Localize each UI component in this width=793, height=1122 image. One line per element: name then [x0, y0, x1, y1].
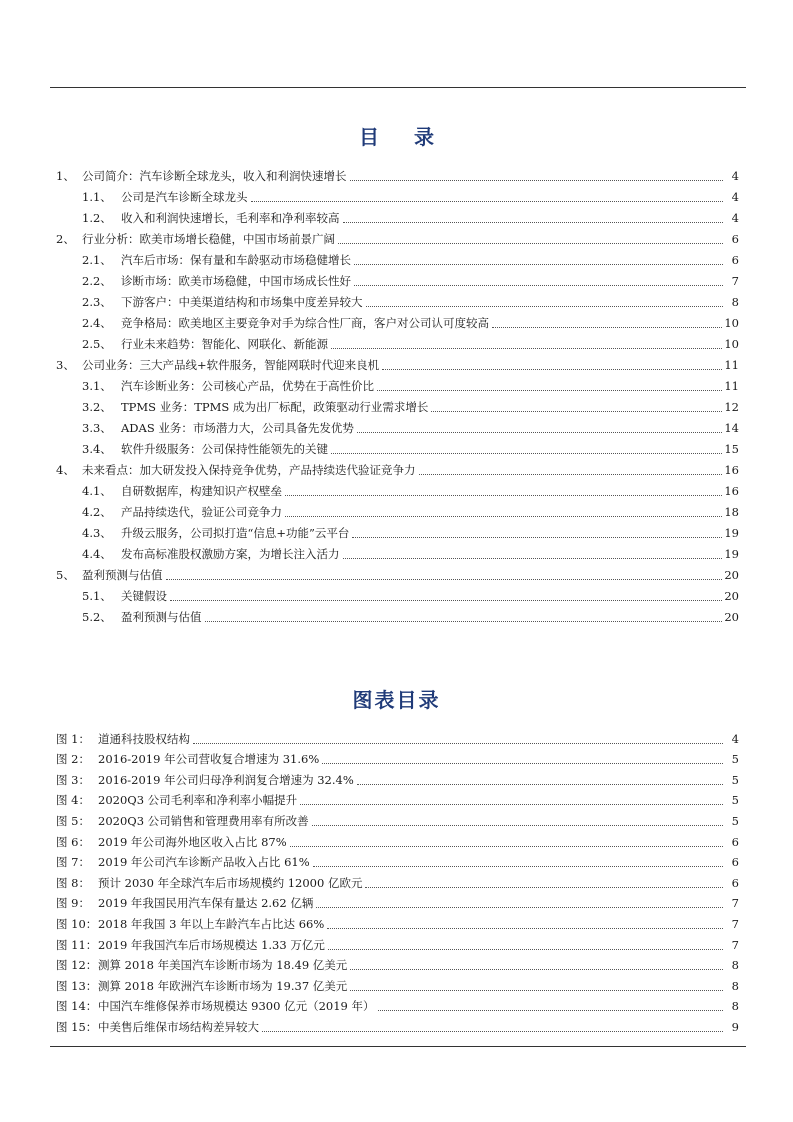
figure-title: 2019 年公司海外地区收入占比 87% [98, 834, 287, 849]
section-title: 软件升级服务：公司保持性能领先的关键 [121, 442, 328, 456]
toc-entry[interactable] [56, 288, 739, 309]
section-number: 4.2、 [82, 505, 112, 519]
dot-leader [354, 264, 723, 265]
page-number: 6 [731, 855, 739, 870]
figure-entry[interactable] [56, 787, 739, 808]
section-title: 汽车诊断业务：公司核心产品，优势在于高性价比 [121, 379, 374, 393]
dot-leader [354, 285, 723, 286]
section-title: 诊断市场：欧美市场稳健，中国市场成长性好 [121, 274, 351, 288]
page-number: 11 [724, 379, 739, 393]
section-number: 4、 [56, 463, 75, 477]
dot-leader [166, 579, 723, 580]
section-number: 2.1、 [82, 253, 112, 267]
toc-entry[interactable] [56, 498, 739, 519]
figure-entry[interactable] [56, 828, 739, 849]
figure-entry[interactable] [56, 849, 739, 870]
page-number: 16 [724, 463, 739, 477]
dot-leader [350, 990, 723, 991]
toc-entry[interactable] [56, 456, 739, 477]
page-number: 8 [731, 958, 739, 973]
dot-leader [431, 411, 722, 412]
toc-entry[interactable] [56, 414, 739, 435]
dot-leader [262, 1031, 723, 1032]
figure-list [56, 725, 739, 1034]
section-title: 盈利预测与估值 [82, 568, 163, 582]
figure-number: 图 15： [56, 1019, 98, 1034]
toc-entry[interactable] [56, 393, 739, 414]
dot-leader [377, 390, 722, 391]
section-title: ADAS 业务：市场潜力大，公司具备先发优势 [121, 421, 354, 435]
toc-entry[interactable] [56, 267, 739, 288]
page-number: 19 [724, 526, 739, 540]
toc-entry[interactable] [56, 246, 739, 267]
figure-entry[interactable] [56, 766, 739, 787]
figure-number: 图 5： [56, 813, 90, 828]
section-number: 3.2、 [82, 400, 112, 414]
section-title: 关键假设 [121, 589, 167, 603]
toc-entry[interactable] [56, 351, 739, 372]
figure-entry[interactable] [56, 746, 739, 767]
section-number: 1、 [56, 169, 75, 183]
page-number: 12 [724, 400, 739, 414]
figure-title: 2018 年我国 3 年以上车龄汽车占比达 66% [98, 916, 325, 931]
page-number: 16 [724, 484, 739, 498]
dot-leader [350, 969, 723, 970]
dot-leader [365, 887, 723, 888]
dot-leader [382, 369, 722, 370]
toc-entry[interactable] [56, 435, 739, 456]
dot-leader [343, 222, 724, 223]
figure-entry[interactable] [56, 910, 739, 931]
figure-title: 2020Q3 公司毛利率和净利率小幅提升 [98, 793, 298, 808]
figure-number: 图 1： [56, 731, 90, 746]
footer-rule [50, 1046, 746, 1047]
figure-title: 2019 年我国民用汽车保有量达 2.62 亿辆 [98, 896, 314, 911]
page-number: 6 [731, 834, 739, 849]
figure-title: 中美售后维保市场结构差异较大 [98, 1019, 259, 1034]
section-title: 收入和利润快速增长，毛利率和净利率较高 [121, 211, 340, 225]
section-number: 2.3、 [82, 295, 112, 309]
dot-leader [419, 474, 723, 475]
dot-leader [352, 537, 722, 538]
figure-entry[interactable] [56, 1013, 739, 1034]
figure-number: 图 7： [56, 855, 90, 870]
section-title: 发布高标准股权激励方案，为增长注入活力 [121, 547, 340, 561]
dot-leader [331, 348, 722, 349]
section-title: 升级云服务，公司拟打造“信息+功能”云平台 [121, 526, 350, 540]
page-number: 6 [731, 253, 739, 267]
page-number: 10 [724, 337, 739, 351]
dot-leader [313, 866, 723, 867]
toc-entry[interactable] [56, 603, 739, 624]
dot-leader [328, 949, 723, 950]
dot-leader [322, 763, 723, 764]
figure-number: 图 6： [56, 834, 90, 849]
dot-leader [193, 743, 723, 744]
page-number: 20 [724, 610, 739, 624]
dot-leader [285, 516, 722, 517]
dot-leader [170, 600, 722, 601]
toc-entry[interactable] [56, 582, 739, 603]
page-number: 10 [724, 316, 739, 330]
toc-entry[interactable] [56, 330, 739, 351]
dot-leader [357, 784, 723, 785]
page-number: 8 [731, 999, 739, 1014]
toc-entry[interactable] [56, 162, 739, 183]
dot-leader [327, 928, 723, 929]
section-number: 3、 [56, 358, 75, 372]
page-number: 4 [731, 190, 739, 204]
dot-leader [285, 495, 722, 496]
section-number: 1.2、 [82, 211, 112, 225]
toc-title: 目 录 [359, 125, 448, 149]
page-number: 7 [731, 896, 739, 911]
page-number: 5 [731, 772, 739, 787]
figure-title: 中国汽车维修保养市场规模达 9300 亿元（2019 年） [98, 999, 375, 1014]
dot-leader [338, 243, 723, 244]
figure-number: 图 11： [56, 937, 98, 952]
dot-leader [312, 825, 723, 826]
section-title: 公司简介：汽车诊断全球龙头，收入和利润快速增长 [82, 169, 347, 183]
figure-entry[interactable] [56, 952, 739, 973]
figure-title: 2016-2019 年公司归母净利润复合增速为 32.4% [98, 772, 354, 787]
section-number: 3.3、 [82, 421, 112, 435]
figure-entry[interactable] [56, 972, 739, 993]
dot-leader [378, 1010, 724, 1011]
dot-leader [316, 907, 723, 908]
figure-number: 图 14： [56, 999, 98, 1014]
page-number: 18 [724, 505, 739, 519]
page-number: 14 [724, 421, 739, 435]
page-number: 9 [731, 1019, 739, 1034]
section-title: TPMS 业务：TPMS 成为出厂标配，政策驱动行业需求增长 [121, 400, 429, 414]
page-number: 11 [724, 358, 739, 372]
section-number: 4.4、 [82, 547, 112, 561]
toc-entry[interactable] [56, 561, 739, 582]
page-number: 4 [731, 211, 739, 225]
page-number: 5 [731, 793, 739, 808]
toc-entry[interactable] [56, 372, 739, 393]
section-number: 2、 [56, 232, 75, 246]
section-title: 盈利预测与估值 [121, 610, 202, 624]
figure-title: 测算 2018 年美国汽车诊断市场为 18.49 亿美元 [98, 958, 348, 973]
section-number: 5.2、 [82, 610, 112, 624]
figure-number: 图 9： [56, 896, 90, 911]
figure-number: 图 3： [56, 772, 90, 787]
section-number: 5.1、 [82, 589, 112, 603]
section-title: 行业未来趋势：智能化、网联化、新能源 [121, 337, 328, 351]
toc-entry[interactable] [56, 309, 739, 330]
page-number: 20 [724, 589, 739, 603]
section-title: 竞争格局：欧美地区主要竞争对手为综合性厂商，客户对公司认可度较高 [121, 316, 489, 330]
dot-leader [251, 201, 724, 202]
toc-entry[interactable] [56, 519, 739, 540]
section-number: 1.1、 [82, 190, 112, 204]
page-number: 6 [731, 232, 739, 246]
toc-entry[interactable] [56, 225, 739, 246]
figure-title: 测算 2018 年欧洲汽车诊断市场为 19.37 亿美元 [98, 978, 348, 993]
page-number: 20 [724, 568, 739, 582]
section-number: 4.1、 [82, 484, 112, 498]
figure-number: 图 12： [56, 958, 98, 973]
page-number: 6 [731, 875, 739, 890]
section-title: 公司是汽车诊断全球龙头 [121, 190, 248, 204]
page-number: 19 [724, 547, 739, 561]
dot-leader [290, 846, 723, 847]
figure-number: 图 4： [56, 793, 90, 808]
page-number: 4 [731, 731, 739, 746]
dot-leader [357, 432, 722, 433]
dot-leader [205, 621, 723, 622]
figure-entry[interactable] [56, 725, 739, 746]
section-title: 下游客户：中美渠道结构和市场集中度差异较大 [121, 295, 363, 309]
section-number: 3.4、 [82, 442, 112, 456]
dot-leader [492, 327, 722, 328]
dot-leader [300, 804, 723, 805]
figure-entry[interactable] [56, 993, 739, 1014]
section-title: 未来看点：加大研发投入保持竞争优势，产品持续迭代验证竞争力 [82, 463, 416, 477]
figure-number: 图 10： [56, 916, 98, 931]
figure-number: 图 13： [56, 978, 98, 993]
toc-list [56, 162, 739, 624]
figure-list-title: 图表目录 [352, 688, 441, 712]
section-title: 行业分析：欧美市场增长稳健，中国市场前景广阔 [82, 232, 335, 246]
figure-title: 2016-2019 年公司营收复合增速为 31.6% [98, 752, 320, 767]
page-number: 15 [724, 442, 739, 456]
page-number: 5 [731, 813, 739, 828]
dot-leader [343, 558, 723, 559]
figure-number: 图 2： [56, 752, 90, 767]
dot-leader [331, 453, 722, 454]
toc-entry[interactable] [56, 204, 739, 225]
toc-entry[interactable] [56, 540, 739, 561]
figure-title: 2020Q3 公司销售和管理费用率有所改善 [98, 813, 309, 828]
section-number: 5、 [56, 568, 75, 582]
page-number: 7 [731, 937, 739, 952]
figure-entry[interactable] [56, 931, 739, 952]
section-title: 产品持续迭代，验证公司竞争力 [121, 505, 282, 519]
header-rule [50, 87, 746, 88]
figure-title: 2019 年我国汽车后市场规模达 1.33 万亿元 [98, 937, 325, 952]
figure-title: 道通科技股权结构 [98, 731, 190, 746]
toc-entry[interactable] [56, 183, 739, 204]
toc-entry[interactable] [56, 477, 739, 498]
page-number: 8 [731, 295, 739, 309]
section-title: 自研数据库，构建知识产权壁垒 [121, 484, 282, 498]
page-number: 5 [731, 752, 739, 767]
page-number: 8 [731, 978, 739, 993]
section-title: 汽车后市场：保有量和车龄驱动市场稳健增长 [121, 253, 351, 267]
figure-entry[interactable] [56, 807, 739, 828]
figure-title: 2019 年公司汽车诊断产品收入占比 61% [98, 855, 310, 870]
figure-entry[interactable] [56, 869, 739, 890]
section-number: 2.2、 [82, 274, 112, 288]
section-number: 2.5、 [82, 337, 112, 351]
page-number: 7 [731, 274, 739, 288]
dot-leader [366, 306, 724, 307]
page-number: 4 [731, 169, 739, 183]
dot-leader [350, 180, 724, 181]
section-title: 公司业务：三大产品线+软件服务，智能网联时代迎来良机 [82, 358, 380, 372]
section-number: 4.3、 [82, 526, 112, 540]
page-number: 7 [731, 916, 739, 931]
section-number: 3.1、 [82, 379, 112, 393]
figure-number: 图 8： [56, 875, 90, 890]
figure-title: 预计 2030 年全球汽车后市场规模约 12000 亿欧元 [98, 875, 363, 890]
figure-entry[interactable] [56, 890, 739, 911]
section-number: 2.4、 [82, 316, 112, 330]
